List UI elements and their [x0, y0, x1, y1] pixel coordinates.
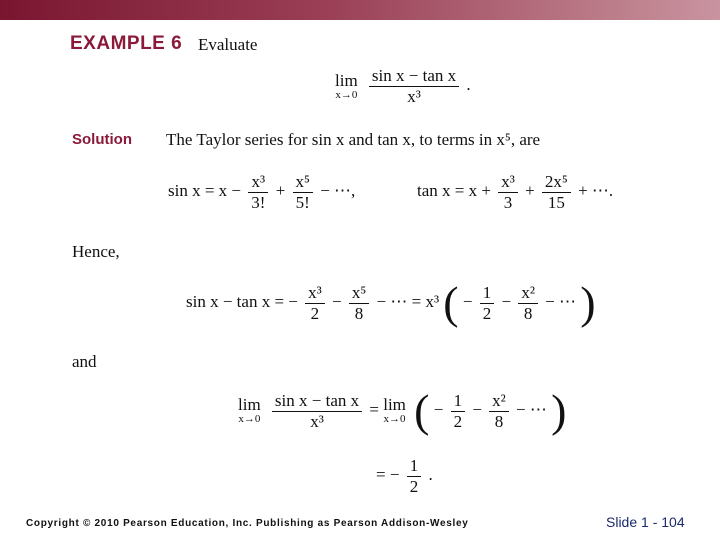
solution-label: Solution	[72, 131, 132, 148]
copyright-footer: Copyright © 2010 Pearson Education, Inc. Publishing as Pearson Addison-Wesley	[26, 518, 469, 529]
example-label: EXAMPLE 6	[70, 33, 183, 54]
limit-fraction: $\frac{\text{sin x − tan x}}{\text{x³}}$	[369, 66, 459, 106]
slide-number: Slide 1 - 104	[606, 514, 685, 530]
hence-equation: sin x − tan x = − $\frac{\text{x³}}{2}$ − $\frac{\text{x⁵}}{8}$ − ⋯ = x³ ( − $\frac{1}{2}$ − $\frac{\text{x²}}{8}$ − ⋯ )	[186, 277, 596, 328]
example-limit-expression: lim x→0 $\frac{\text{sin x − tan x}}{\text{x³}}$ .	[335, 66, 471, 106]
hence-text: Hence,	[72, 242, 120, 261]
solution-text: The Taylor series for sin x and tan x, to terms in x⁵, are	[166, 130, 541, 149]
evaluate-prompt: Evaluate	[198, 35, 258, 54]
top-banner	[0, 0, 720, 20]
and-text: and	[72, 352, 97, 371]
sin-series: sin x = x − $\frac{\text{x³}}{3!}$ + $\frac{\text{x⁵}}{5!}$ − ⋯,	[168, 172, 356, 212]
limit-operator: lim x→0	[335, 70, 358, 101]
tan-series: tan x = x + $\frac{\text{x³}}{3}$ + $\frac{\text{2x⁵}}{15}$ + ⋯.	[417, 172, 614, 212]
limit-result-equation: lim x→0 $\frac{\text{sin x − tan x}}{\text{x³}}$ = lim x→0 ( − $\frac{1}{2}$ − $\frac{\text{x²}}{8}$ − ⋯ )	[238, 385, 567, 436]
final-result: = − $\frac{1}{2}$ .	[376, 456, 433, 496]
